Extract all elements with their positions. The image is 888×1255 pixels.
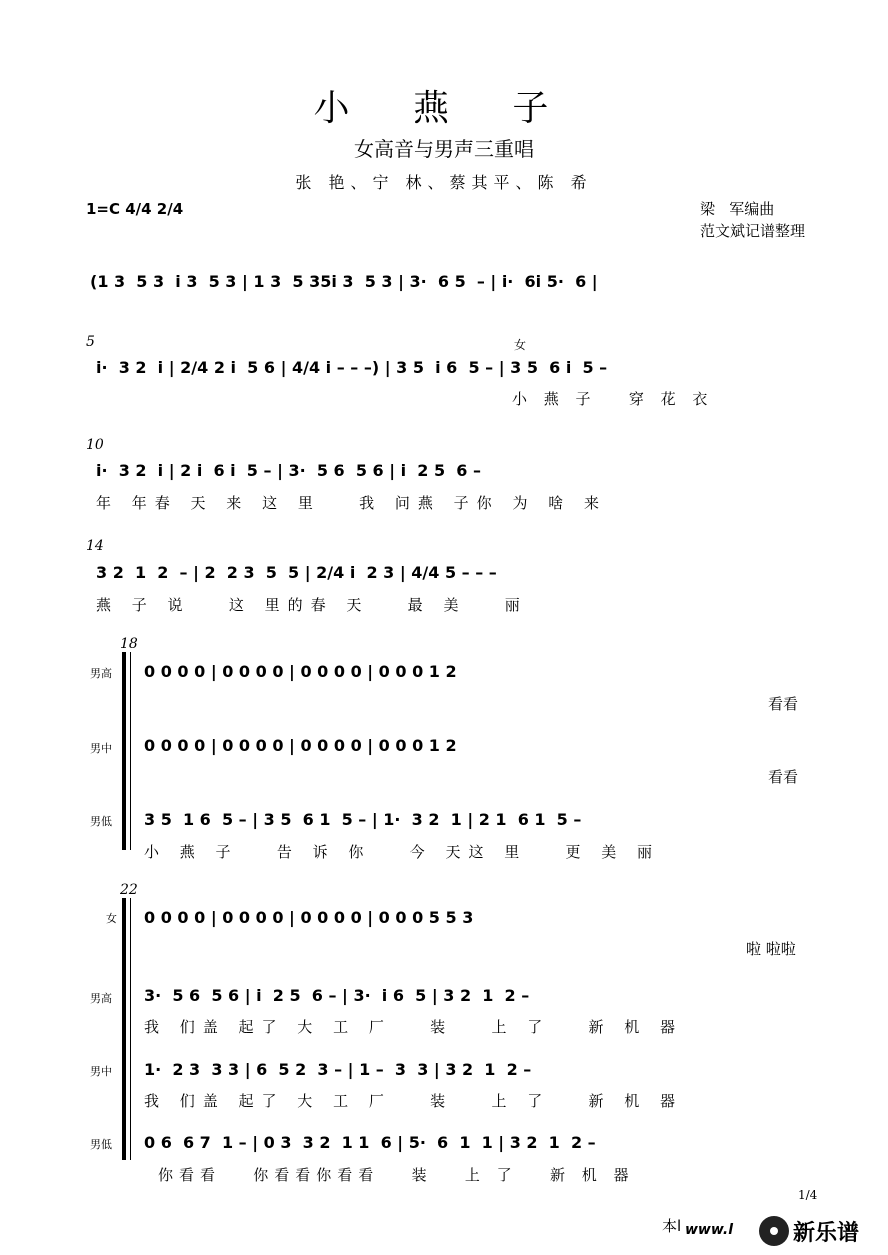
measure-number: 18	[120, 636, 138, 652]
voice-label-soprano: 女	[106, 912, 117, 925]
key-signature: 1=C 4/4 2/4	[86, 200, 184, 218]
notes-line: 0 6 6 7 1 – | 0 3 3 2 1 1 6 | 5· 6 1 1 | 3 2 1 2 –	[144, 1133, 596, 1152]
notes-line: 0 0 0 0 | 0 0 0 0 | 0 0 0 0 | 0 0 0 5 5 3	[144, 908, 474, 927]
notes-line: 3 5 1 6 5 – | 3 5 6 1 5 – | 1· 3 2 1 | 2 1 6 1 5 –	[144, 810, 582, 829]
notes-line: 0 0 0 0 | 0 0 0 0 | 0 0 0 0 | 0 0 0 1 2	[144, 662, 457, 681]
lyrics-line: 我 们盖 起了 大 工 厂 装 上 了 新 机 器	[144, 1092, 684, 1110]
composer: 梁 军编曲	[700, 200, 775, 218]
notes-line: 3· 5 6 5 6 | i 2 5 6 – | 3· i 6 5 | 3 2 1 2 –	[144, 986, 530, 1005]
voice-label-baritone: 男中	[90, 742, 112, 755]
page-title: 小 燕 子	[313, 88, 575, 129]
brand-logo	[755, 1210, 887, 1252]
watermark-prefix: 本l	[662, 1217, 682, 1235]
measure-number: 14	[86, 538, 104, 554]
lyrics-line: 小 燕 子 穿 花 衣	[512, 390, 714, 408]
subtitle: 女高音与男声三重唱	[354, 137, 534, 161]
singers: 张 艳、宁 林、蔡其平、陈 希	[295, 173, 593, 192]
notes-line: 0 0 0 0 | 0 0 0 0 | 0 0 0 0 | 0 0 0 1 2	[144, 736, 457, 755]
lyrics-line: 看看	[768, 768, 799, 786]
notes-line: i· 3 2 i | 2/4 2 i 5 6 | 4/4 i – – –) | 3 5 i 6 5 – | 3 5 6 i 5 –	[96, 358, 608, 377]
page-number: 1/4	[798, 1188, 818, 1202]
system-line	[130, 898, 131, 1160]
system-line	[130, 652, 131, 850]
transcriber: 范文斌记谱整理	[700, 222, 806, 240]
system-brace	[122, 652, 126, 850]
lyrics-line: 啦 啦啦	[746, 940, 796, 958]
notes-line: i· 3 2 i | 2 i 6 i 5 – | 3· 5 6 5 6 | i 2 5 6 –	[96, 461, 481, 480]
notes-line: 3 2 1 2 – | 2 2 3 5 5 | 2/4 i 2 3 | 4/4 5 – – –	[96, 563, 497, 582]
measure-number: 22	[120, 882, 138, 898]
measure-number: 10	[86, 437, 104, 453]
watermark-url: www.l	[685, 1222, 734, 1238]
voice-label-tenor: 男高	[90, 992, 112, 1005]
voice-label-bass: 男低	[90, 815, 112, 828]
lyrics-line: 小 燕 子 告 诉 你 今 天这 里 更 美 丽	[144, 843, 661, 861]
lyrics-line: 看看	[768, 695, 799, 713]
brand-name: 新乐谱	[793, 1221, 860, 1246]
measure-number: 5	[86, 334, 95, 350]
system-brace	[122, 898, 126, 1160]
credits	[700, 198, 805, 242]
voice-label-baritone: 男中	[90, 1065, 112, 1078]
voice-mark: 女	[514, 338, 527, 352]
notes-line: (1 3 5 3 i 3 5 3 | 1 3 5 35i 3 5 3 | 3· 6 5 – | i· 6i 5· 6 |	[90, 272, 598, 291]
voice-label-tenor: 男高	[90, 667, 112, 680]
lyrics-line: 年 年春 天 来 这 里 我 问燕 子你 为 啥 来	[96, 494, 607, 512]
notes-line: 1· 2 3 3 3 | 6 5 2 3 – | 1 – 3 3 | 3 2 1 2 –	[144, 1060, 532, 1079]
lyrics-line: 燕 子 说 这 里的春 天 最 美 丽	[96, 596, 528, 614]
lyrics-line: 你看看 你看看你看看 装 上 了 新 机 器	[158, 1166, 635, 1184]
record-icon	[759, 1216, 789, 1246]
lyrics-line: 我 们盖 起了 大 工 厂 装 上 了 新 机 器	[144, 1018, 684, 1036]
voice-label-bass: 男低	[90, 1138, 112, 1151]
